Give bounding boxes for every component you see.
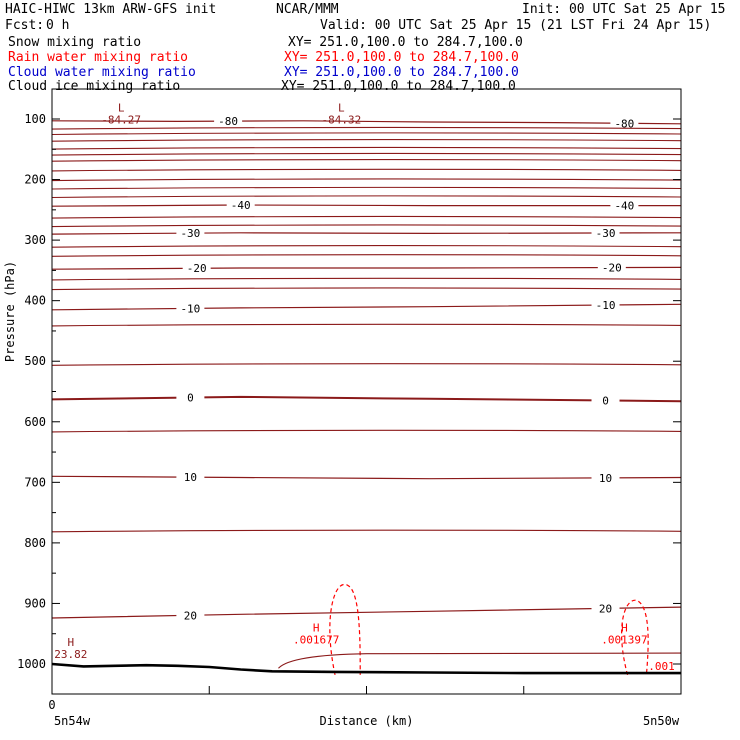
y-tick-label-300: 300: [24, 233, 46, 248]
contour-label--20: -20: [186, 262, 207, 276]
contour-label--10: -10: [180, 302, 201, 316]
isotherm-line: [52, 133, 681, 135]
isotherm-line: [52, 147, 681, 149]
extremum-type-1: L: [338, 101, 345, 115]
isotherm-line: [52, 160, 681, 162]
isotherm-line: [52, 196, 681, 198]
rain-contour: [330, 584, 360, 675]
contour-label--80: -80: [218, 115, 239, 129]
model-title: HAIC-HIWC 13km ARW-GFS init: [5, 2, 217, 17]
x-endpoint-right: 5n50w: [642, 714, 680, 728]
y-tick-label-800: 800: [24, 535, 46, 550]
near-surface-contour: [278, 653, 681, 668]
contour-label-0: 0: [187, 391, 194, 405]
field-name-snow: Snow mixing ratio: [8, 35, 142, 50]
isotherm-line: [52, 187, 681, 189]
contour-label-20: 20: [598, 602, 613, 616]
contour-label--40: -40: [614, 199, 635, 213]
contour-line-10: [52, 476, 681, 478]
contour-line-0: [52, 397, 681, 401]
extremum-value-2: 23.82: [54, 647, 88, 661]
terrain-line: [52, 664, 681, 673]
contour-line--20: [52, 267, 681, 269]
extremum-value-4: .001397: [601, 633, 648, 647]
field-xy-snow: XY= 251.0,100.0 to 284.7,100.0: [288, 35, 523, 50]
x-tick-label-zero: 0: [48, 698, 56, 712]
extremum-value-0: -84.27: [101, 113, 142, 127]
org-label: NCAR/MMM: [276, 2, 339, 17]
y-tick-label-100: 100: [24, 112, 46, 126]
isotherm-line: [52, 324, 681, 326]
isotherm-line: [52, 169, 681, 171]
temperature-contours: [52, 115, 681, 622]
valid-time: Valid: 00 UTC Sat 25 Apr 15 (21 LST Fri 24 Apr 15): [320, 18, 712, 33]
isotherm-line: [52, 216, 681, 218]
contour-label-10: 10: [598, 471, 613, 485]
contour-label--30: -30: [595, 227, 616, 241]
contour-line--40: [52, 205, 681, 206]
y-tick-label-1000: 1000: [17, 657, 46, 671]
isotherm-line: [52, 246, 681, 248]
field-xy-rain: XY= 251.0,100.0 to 284.7,100.0: [284, 50, 519, 65]
contour-line-20: [52, 607, 681, 618]
forecast-label: Fcst:: [5, 18, 45, 33]
extremum-value-3: .001677: [293, 633, 340, 647]
isotherm-line: [52, 278, 681, 280]
isotherm-line: [52, 530, 681, 532]
contour-line--10: [52, 304, 681, 310]
y-tick-label-200: 200: [24, 172, 46, 187]
contour-label-20: 20: [183, 609, 198, 623]
extrema-labels: [54, 102, 647, 661]
y-tick-label-900: 900: [24, 596, 46, 611]
field-name-cloud-ice: Cloud ice mixing ratio: [8, 79, 181, 94]
forecast-hour: 0 h: [46, 18, 70, 33]
extremum-type-4: H: [621, 621, 628, 635]
y-axis-label: Pressure (hPa): [3, 260, 17, 363]
contour-label--40: -40: [230, 198, 251, 212]
isotherm-line: [52, 179, 681, 181]
y-tick-label-700: 700: [24, 475, 46, 490]
isotherm-line: [52, 127, 681, 129]
isotherm-line: [52, 364, 681, 366]
isotherm-line: [52, 225, 681, 227]
contour-label--20: -20: [601, 261, 622, 275]
isotherm-line: [52, 140, 681, 142]
contour-label--80: -80: [614, 117, 635, 131]
extremum-type-2: H: [67, 635, 75, 649]
x-endpoint-left: 5n54w: [53, 714, 91, 728]
contour-label-10: 10: [183, 471, 198, 485]
field-name-rain: Rain water mixing ratio: [8, 50, 189, 65]
terrain-profile: [52, 664, 681, 673]
contour-label-0: 0: [602, 394, 609, 408]
y-tick-label-400: 400: [24, 293, 46, 308]
contour-line--80: [52, 121, 681, 124]
contour-label--30: -30: [180, 227, 201, 241]
extremum-value-1: -84.32: [321, 113, 362, 127]
contour-label--10: -10: [595, 299, 616, 313]
contour-line--30: [52, 233, 681, 234]
field-xy-cloud-water: XY= 251.0,100.0 to 284.7,100.0: [284, 65, 519, 80]
x-axis-label: Distance (km): [319, 714, 414, 728]
isotherm-line: [52, 430, 681, 432]
y-tick-label-500: 500: [24, 354, 46, 369]
field-xy-cloud-ice: XY= 251.0,100.0 to 284.7,100.0: [281, 79, 516, 94]
rain-contour-label: .001: [648, 660, 675, 674]
extremum-type-0: L: [117, 101, 125, 115]
axes: [3, 112, 681, 728]
isotherm-line: [52, 255, 681, 257]
init-time: Init: 00 UTC Sat 25 Apr 15: [522, 2, 726, 17]
y-tick-label-600: 600: [24, 414, 46, 429]
extremum-type-3: H: [312, 621, 320, 635]
isotherm-line: [52, 153, 681, 155]
field-name-cloud-water: Cloud water mixing ratio: [8, 65, 196, 80]
isotherm-line: [52, 288, 681, 290]
